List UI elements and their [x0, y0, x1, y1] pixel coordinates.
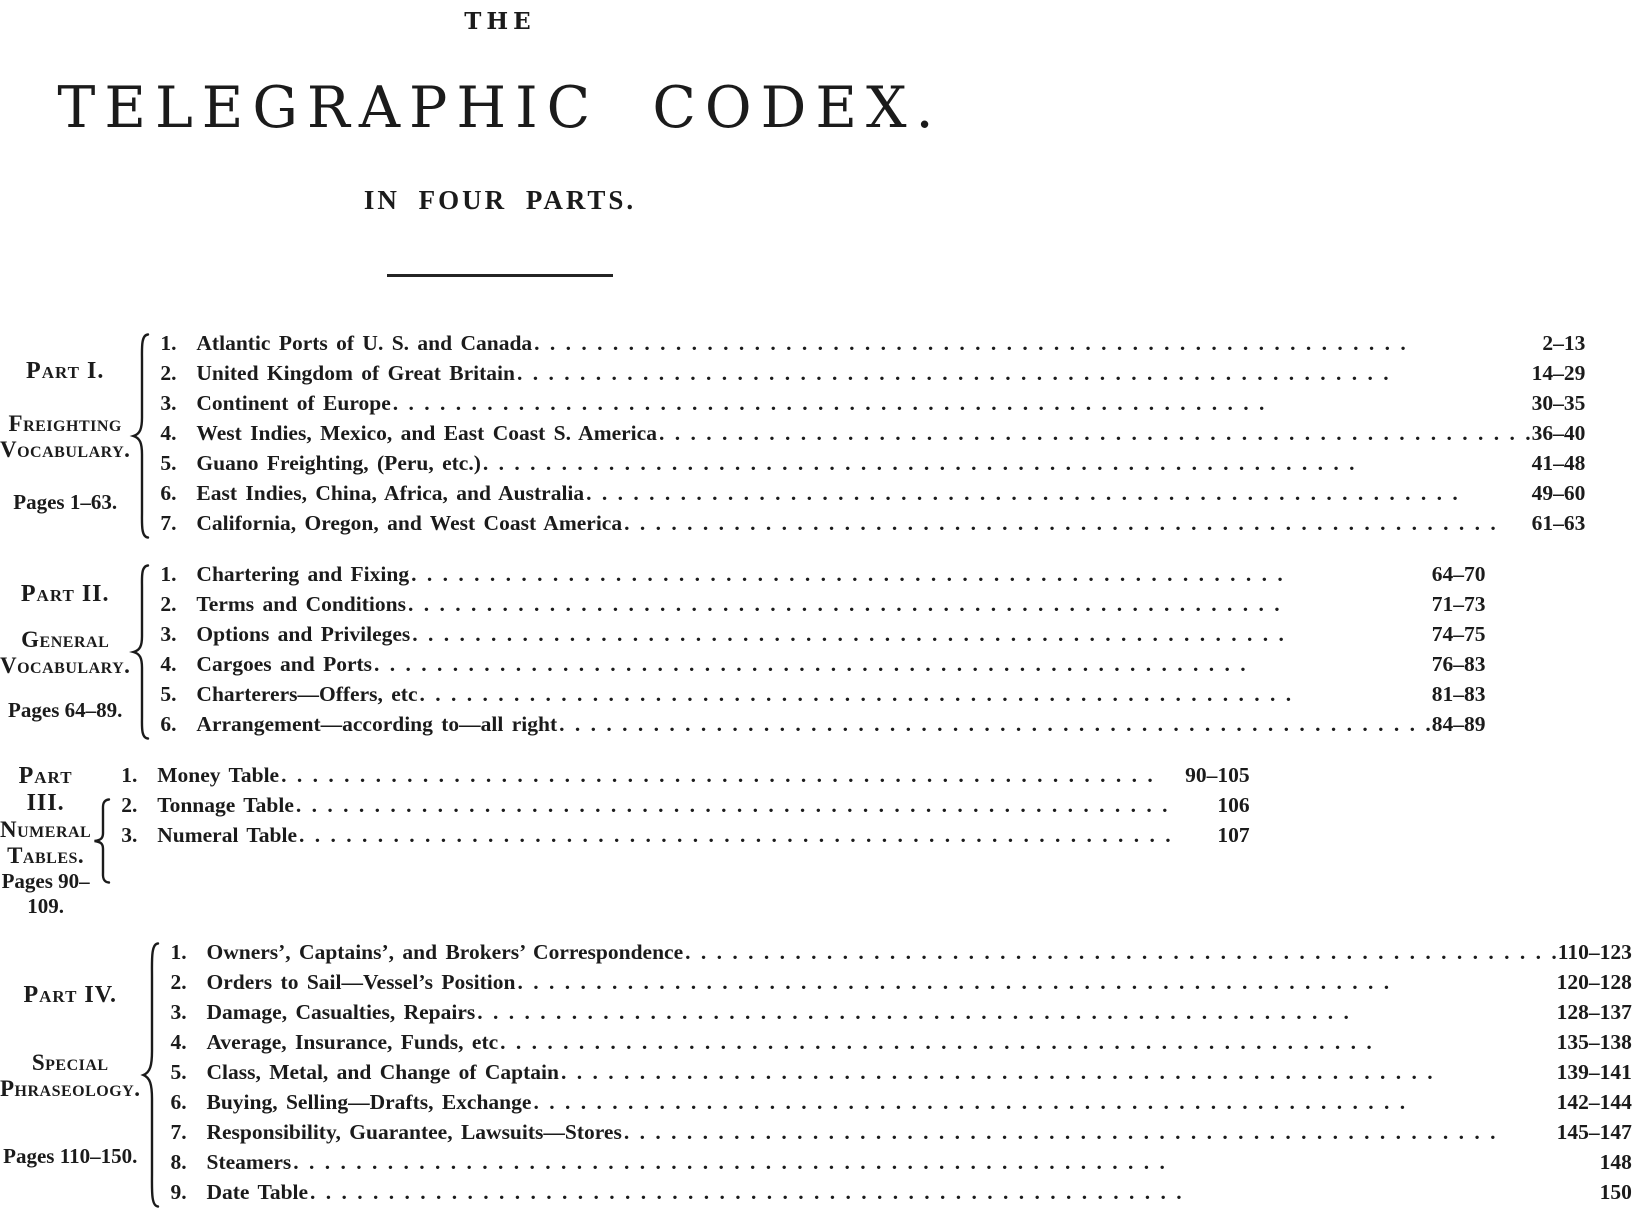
entry-label: Cargoes and Ports: [196, 652, 373, 676]
toc-entry: [160, 511, 1585, 541]
brace-column: [91, 763, 113, 919]
entry-label: Options and Privileges: [196, 622, 411, 646]
entry-label: Damage, Casualties, Repairs: [206, 1000, 476, 1024]
entry-page-range: 30–35: [1531, 391, 1586, 415]
toc-entry: [170, 1030, 1631, 1060]
entry-label: Buying, Selling—Drafts, Exchange: [206, 1090, 532, 1114]
entry-page-range: 128–137: [1556, 1000, 1632, 1024]
entry-number: 2.: [170, 970, 187, 994]
entry-label: Arrangement—according to—all right: [196, 712, 558, 736]
dot-leader: [624, 1120, 1557, 1145]
entry-label: Continent of Europe: [196, 391, 391, 415]
part-label: [0, 562, 130, 742]
dot-leader: [559, 712, 1432, 737]
dot-leader: [533, 1090, 1556, 1115]
brace-column: [140, 940, 162, 1210]
dot-leader: [685, 940, 1558, 965]
toc-entry: [160, 652, 1485, 682]
part-category: Numeral Tables.: [0, 817, 92, 868]
entry-page-range: 107: [1217, 823, 1250, 847]
toc-entry: [160, 622, 1485, 652]
toc-parts: [0, 331, 1632, 1210]
entry-number: 4.: [160, 652, 177, 676]
dot-leader: [412, 622, 1431, 647]
toc-part: [0, 331, 1586, 541]
brace-column: [130, 331, 152, 541]
dot-leader: [483, 451, 1532, 476]
toc-entry: [170, 1000, 1631, 1030]
part-name: Part I.: [26, 357, 105, 384]
toc-entry: [160, 361, 1585, 391]
toc-entry: [170, 1060, 1631, 1090]
entry-number: 3.: [121, 823, 138, 847]
toc-entry: [160, 421, 1585, 451]
entry-number: 2.: [160, 361, 177, 385]
entry-number: 9.: [170, 1180, 187, 1204]
part-item-list: [121, 763, 1249, 919]
dot-leader: [281, 763, 1185, 788]
entry-label: Owners’, Captains’, and Brokers’ Correspondence: [206, 940, 684, 964]
entry-page-range: 14–29: [1531, 361, 1586, 385]
entry-number: 1.: [160, 562, 177, 586]
entry-number: 6.: [160, 712, 177, 736]
toc-entry: [160, 682, 1485, 712]
toc-entry: [160, 451, 1585, 481]
toc-entry: [121, 823, 1249, 853]
toc-entry: [170, 1180, 1631, 1210]
entry-page-range: 139–141: [1556, 1060, 1632, 1084]
part-pages: Pages 90–109.: [1, 869, 90, 918]
toc-entry: [121, 763, 1249, 793]
part-pages: Pages 110–150.: [3, 1143, 138, 1168]
part-name: Part IV.: [23, 981, 118, 1008]
entry-number: 2.: [121, 793, 138, 817]
entry-number: 8.: [170, 1150, 187, 1174]
dot-leader: [393, 391, 1532, 416]
dot-leader: [408, 592, 1432, 617]
entry-label: Steamers: [206, 1150, 292, 1174]
part-item-list: [160, 562, 1485, 742]
toc-entry: [170, 940, 1631, 970]
part-name: Part III.: [18, 763, 73, 816]
entry-number: 1.: [121, 763, 138, 787]
toc-entry: [160, 391, 1585, 421]
dot-leader: [586, 481, 1531, 506]
toc-part: [0, 763, 1250, 919]
entry-number: 3.: [170, 1000, 187, 1024]
entry-page-range: 148: [1599, 1150, 1632, 1174]
entry-page-range: 106: [1217, 793, 1250, 817]
entry-label: Numeral Table: [157, 823, 298, 847]
entry-label: Responsibility, Guarantee, Lawsuits—Stores: [206, 1120, 622, 1144]
entry-number: 7.: [170, 1120, 187, 1144]
toc-entry: [160, 481, 1585, 511]
entry-page-range: 90–105: [1185, 763, 1250, 787]
entry-page-range: 135–138: [1556, 1030, 1632, 1054]
dot-leader: [659, 421, 1532, 446]
part-category: Freighting Vocabulary.: [0, 411, 131, 462]
entry-label: Money Table: [157, 763, 280, 787]
entry-label: West Indies, Mexico, and East Coast S. America: [196, 421, 657, 445]
entry-number: 7.: [160, 511, 177, 535]
entry-number: 5.: [160, 682, 177, 706]
part-category: Special Phraseology.: [0, 1050, 141, 1101]
entry-number: 3.: [160, 622, 177, 646]
entry-number: 1.: [170, 940, 187, 964]
part-pages: Pages 1–63.: [13, 489, 118, 514]
toc-entry: [121, 793, 1249, 823]
dot-leader: [296, 793, 1172, 818]
brace-column: [130, 562, 152, 742]
dot-leader: [411, 562, 1432, 587]
left-brace-icon: [130, 333, 152, 539]
entry-label: Orders to Sail—Vessel’s Position: [206, 970, 516, 994]
toc-entry: [170, 1090, 1631, 1120]
dot-leader: [299, 823, 1172, 848]
toc-entry: [170, 970, 1631, 1000]
entry-number: 6.: [160, 481, 177, 505]
entry-number: 3.: [160, 391, 177, 415]
toc-entry: [160, 331, 1585, 361]
dot-leader: [477, 1000, 1556, 1025]
book-subtitle: IN FOUR PARTS.: [363, 185, 637, 215]
toc-entry: [160, 562, 1485, 592]
entry-label: East Indies, China, Africa, and Australia: [196, 481, 585, 505]
book-pretitle: THE: [464, 8, 536, 35]
toc-entry: [160, 712, 1485, 742]
entry-label: California, Oregon, and West Coast America: [196, 511, 623, 535]
entry-page-range: 110–123: [1557, 940, 1632, 964]
entry-label: Date Table: [206, 1180, 309, 1204]
entry-number: 1.: [160, 331, 177, 355]
dot-leader: [534, 331, 1542, 356]
entry-page-range: 61–63: [1531, 511, 1586, 535]
part-label: [0, 331, 130, 541]
left-brace-icon: [130, 564, 152, 740]
entry-number: 2.: [160, 592, 177, 616]
part-item-list: [160, 331, 1585, 541]
entry-page-range: 76–83: [1431, 652, 1486, 676]
horizontal-rule: [387, 274, 613, 277]
part-item-list: [170, 940, 1631, 1210]
entry-page-range: 81–83: [1431, 682, 1486, 706]
left-brace-icon: [140, 942, 162, 1208]
entry-page-range: 49–60: [1531, 481, 1586, 505]
part-label: [0, 763, 91, 919]
entry-page-range: 120–128: [1556, 970, 1632, 994]
dot-leader: [293, 1150, 1599, 1175]
entry-page-range: 36–40: [1531, 421, 1586, 445]
dot-leader: [517, 361, 1532, 386]
dot-leader: [310, 1180, 1600, 1205]
part-pages: Pages 64–89.: [8, 698, 123, 722]
entry-page-range: 71–73: [1431, 592, 1486, 616]
entry-number: 5.: [160, 451, 177, 475]
entry-page-range: 84–89: [1431, 712, 1486, 736]
book-title: TELEGRAPHIC CODEX.: [57, 75, 943, 141]
entry-page-range: 145–147: [1556, 1120, 1632, 1144]
entry-number: 5.: [170, 1060, 187, 1084]
dot-leader: [624, 511, 1531, 536]
toc-part: [0, 940, 1632, 1210]
part-category: General Vocabulary.: [0, 627, 131, 678]
toc-part: [0, 562, 1486, 742]
toc-entry: [170, 1150, 1631, 1180]
entry-label: Average, Insurance, Funds, etc: [206, 1030, 499, 1054]
entry-label: Tonnage Table: [157, 793, 294, 817]
entry-page-range: 142–144: [1556, 1090, 1632, 1114]
entry-page-range: 74–75: [1431, 622, 1486, 646]
entry-label: Charterers—Offers, etc: [196, 682, 418, 706]
part-label: [0, 940, 140, 1210]
entry-label: Terms and Conditions: [196, 592, 406, 616]
left-brace-icon: [91, 798, 113, 884]
entry-label: Atlantic Ports of U. S. and Canada: [196, 331, 533, 355]
toc-entry: [160, 592, 1485, 622]
entry-page-range: 41–48: [1531, 451, 1586, 475]
dot-leader: [518, 970, 1557, 995]
dot-leader: [561, 1060, 1557, 1085]
dot-leader: [374, 652, 1432, 677]
entry-page-range: 150: [1599, 1180, 1632, 1204]
dot-leader: [420, 682, 1432, 707]
dot-leader: [500, 1030, 1556, 1055]
toc-entry: [170, 1120, 1631, 1150]
entry-label: Chartering and Fixing: [196, 562, 410, 586]
entry-label: Guano Freighting, (Peru, etc.): [196, 451, 481, 475]
entry-page-range: 2–13: [1542, 331, 1586, 355]
entry-number: 4.: [170, 1030, 187, 1054]
entry-page-range: 64–70: [1431, 562, 1486, 586]
entry-label: United Kingdom of Great Britain: [196, 361, 515, 385]
entry-number: 6.: [170, 1090, 187, 1114]
part-name: Part II.: [20, 581, 110, 607]
entry-label: Class, Metal, and Change of Captain: [206, 1060, 559, 1084]
entry-number: 4.: [160, 421, 177, 445]
